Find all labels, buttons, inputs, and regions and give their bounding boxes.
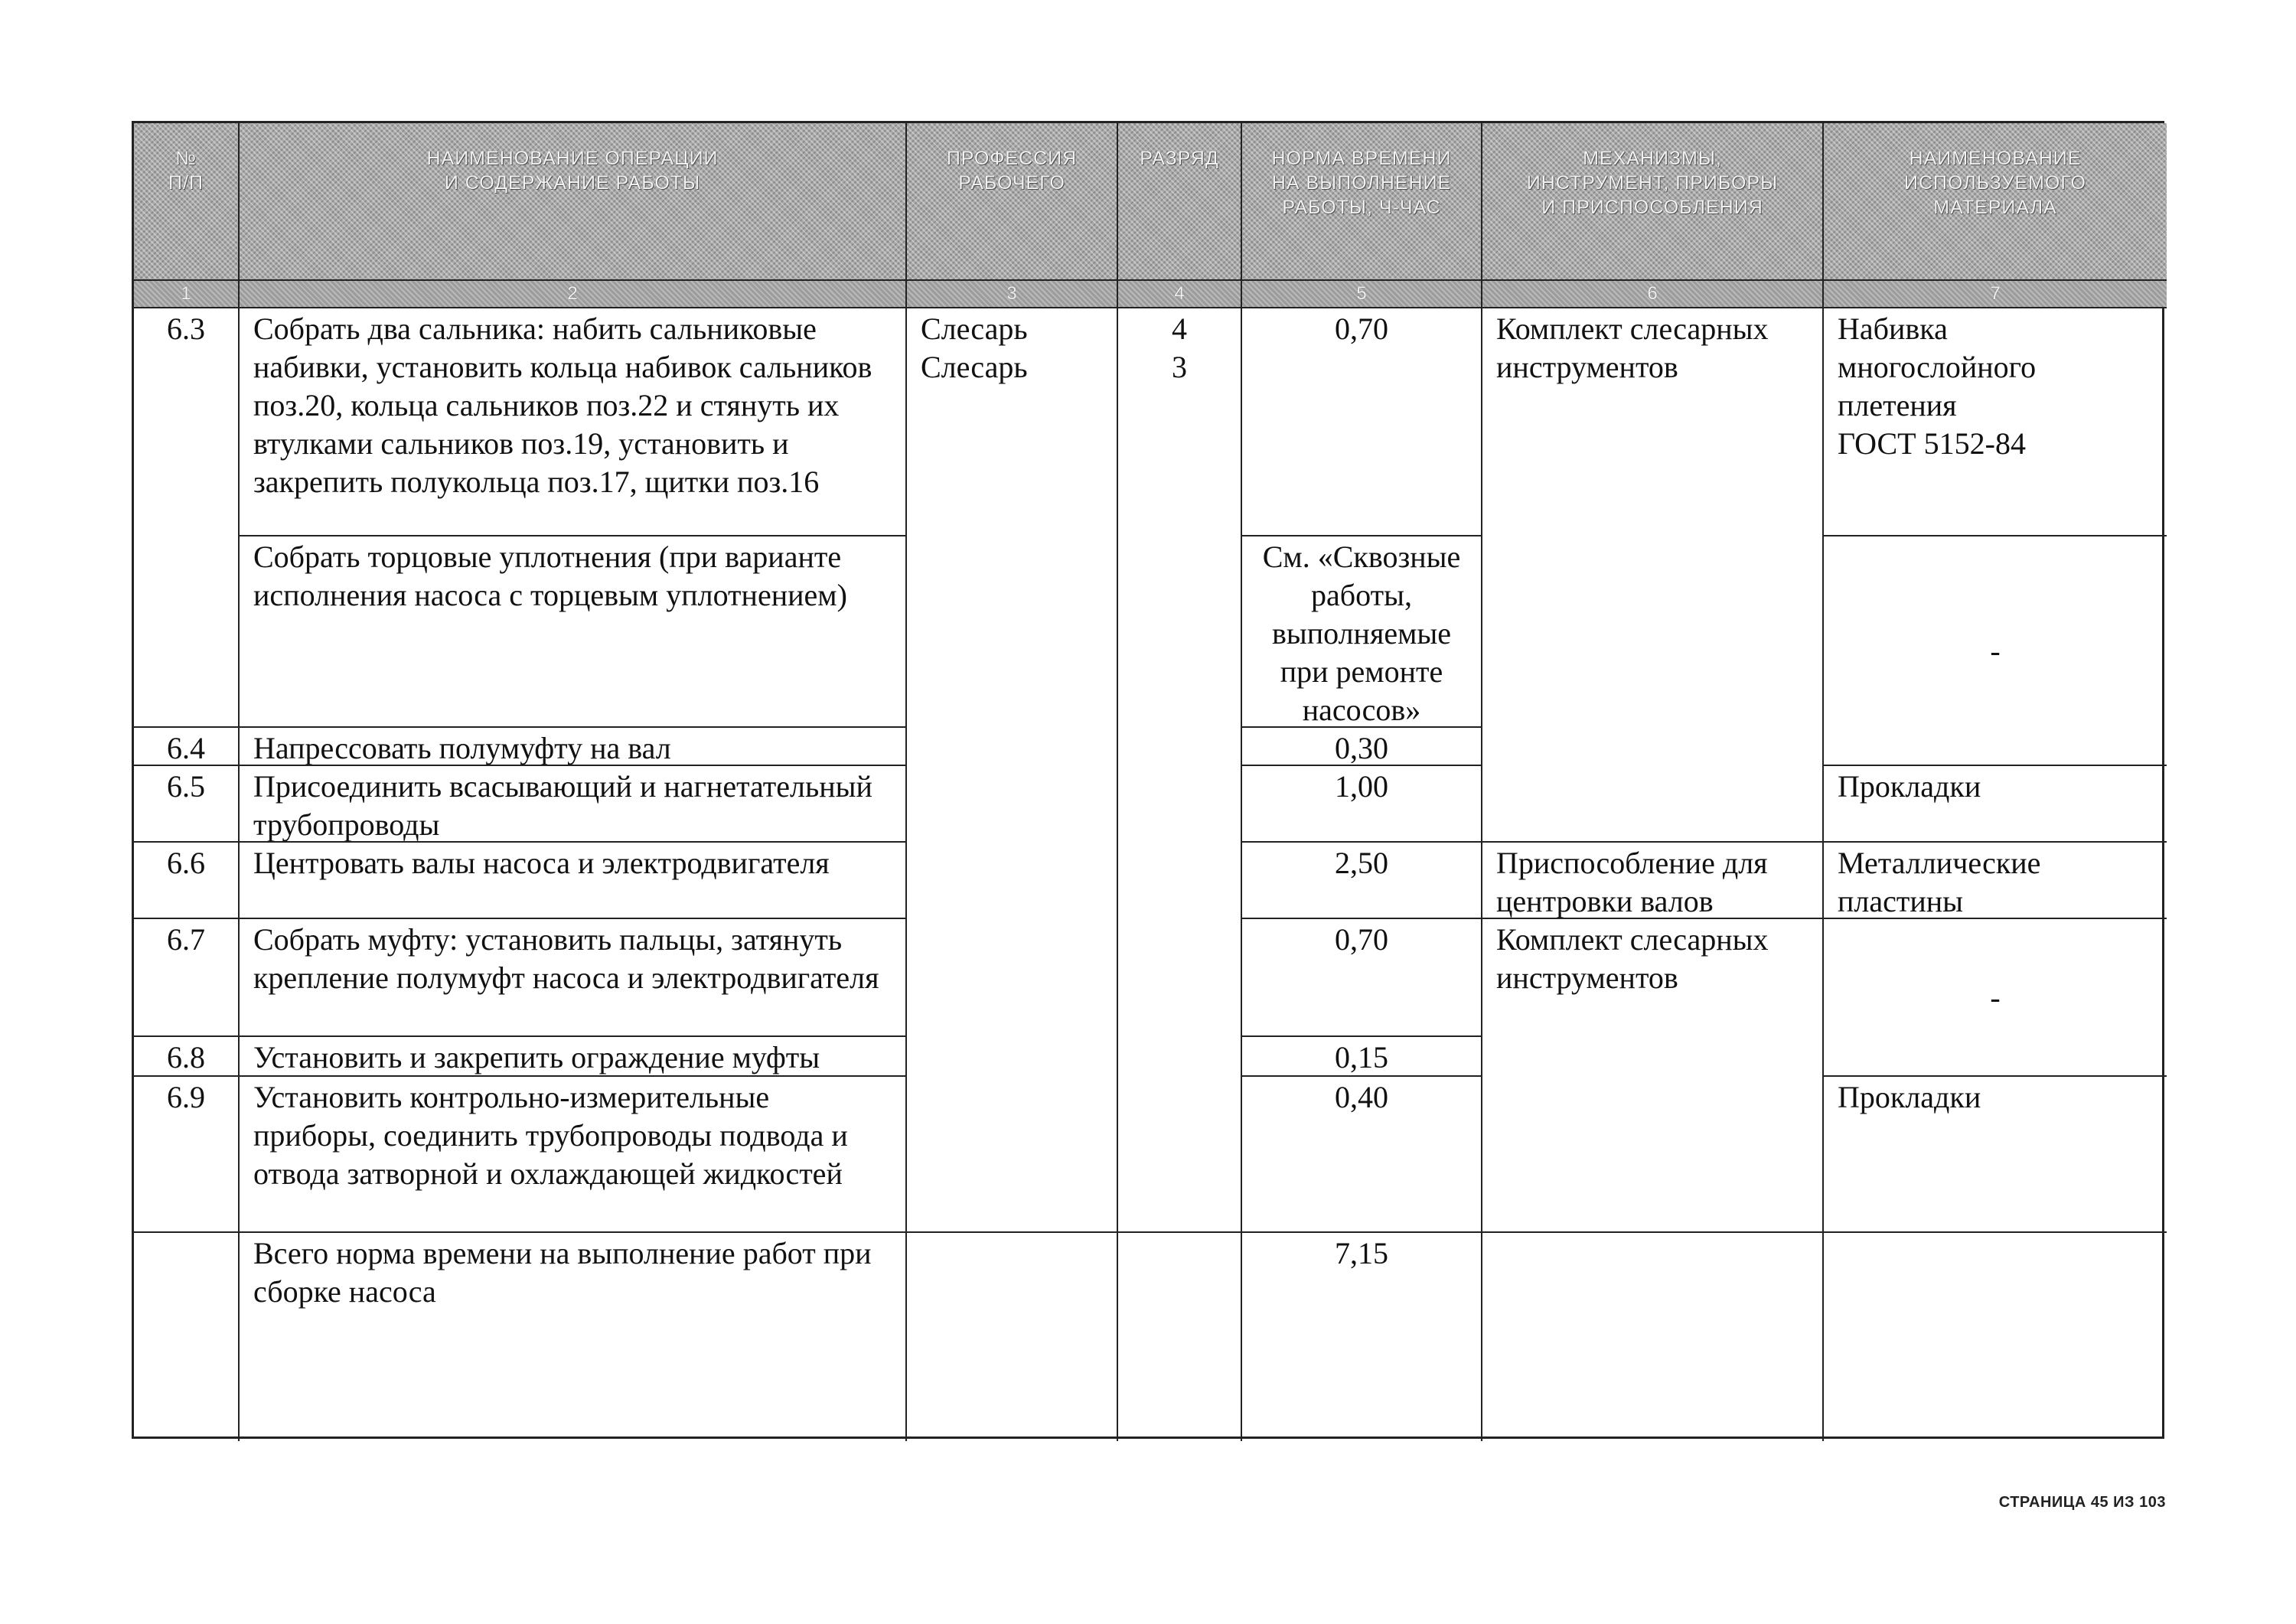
time-cell: 0,30 (1242, 728, 1482, 766)
time-cell: 0,15 (1242, 1037, 1482, 1077)
column-number: 7 (1824, 281, 2167, 308)
page-number: СТРАНИЦА 45 ИЗ 103 (1998, 1494, 2166, 1511)
total-time: 7,15 (1242, 1233, 1482, 1441)
tools-cell: Комплект слесарных инструментов (1482, 308, 1824, 843)
header-operation: НАИМЕНОВАНИЕ ОПЕРАЦИИ И СОДЕРЖАНИЕ РАБОТЫ (240, 123, 907, 281)
total-profession-cell (907, 1233, 1118, 1441)
header-number: № П/П (134, 123, 240, 281)
material-cell: - (1824, 919, 2167, 1077)
tools-cell: Приспособление для центровки валов (1482, 843, 1824, 919)
row-number: 6.6 (134, 843, 240, 919)
time-cell: 0,40 (1242, 1077, 1482, 1233)
time-cell: 0,70 (1242, 308, 1482, 536)
total-tools-cell (1482, 1233, 1824, 1441)
tools-cell: Комплект слесарных инструментов (1482, 919, 1824, 1233)
operation-cell: Центровать валы насоса и электродвигателя (240, 843, 907, 919)
operation-cell: Собрать два сальника: набить сальниковые набивки, установить кольца набивок сальников поз.20, кольца сальников поз.22 и стянуть их втулками сальников поз.19, установить и закрепить полукольца поз.17, щитки поз.16 (240, 308, 907, 536)
row-number: 6.4 (134, 728, 240, 766)
operation-cell: Собрать муфту: установить пальцы, затянуть крепление полумуфт насоса и электродвигателя (240, 919, 907, 1037)
row-number: 6.8 (134, 1037, 240, 1077)
grade-cell: 4 3 (1118, 308, 1242, 1233)
time-cell: 0,70 (1242, 919, 1482, 1037)
time-cell: 1,00 (1242, 766, 1482, 843)
total-grade-cell (1118, 1233, 1242, 1441)
column-number: 6 (1482, 281, 1824, 308)
header-tools: МЕХАНИЗМЫ, ИНСТРУМЕНТ, ПРИБОРЫ И ПРИСПОСОБЛЕНИЯ (1482, 123, 1824, 281)
time-cell: 2,50 (1242, 843, 1482, 919)
operations-table (132, 121, 2164, 1439)
column-number: 5 (1242, 281, 1482, 308)
total-material-cell (1824, 1233, 2167, 1441)
material-cell: - (1824, 536, 2167, 766)
material-cell: Металлические пластины (1824, 843, 2167, 919)
header-time-norm: НОРМА ВРЕМЕНИ НА ВЫПОЛНЕНИЕ РАБОТЫ, Ч-ЧАС (1242, 123, 1482, 281)
column-number: 3 (907, 281, 1118, 308)
header-grade: РАЗРЯД (1118, 123, 1242, 281)
header-profession: ПРОФЕССИЯ РАБОЧЕГО (907, 123, 1118, 281)
header-material: НАИМЕНОВАНИЕ ИСПОЛЬЗУЕМОГО МАТЕРИАЛА (1824, 123, 2167, 281)
material-cell: Прокладки (1824, 766, 2167, 843)
column-number: 4 (1118, 281, 1242, 308)
column-number: 2 (240, 281, 907, 308)
material-cell: Набивка многослойного плетения ГОСТ 5152-84 (1824, 308, 2167, 536)
total-label: Всего норма времени на выполнение работ при сборке насоса (240, 1233, 907, 1441)
operation-cell: Напрессовать полумуфту на вал (240, 728, 907, 766)
operation-cell: Присоединить всасывающий и нагнетательный трубопроводы (240, 766, 907, 843)
time-cell: См. «Сквозные работы, выполняемые при ремонте насосов» (1242, 536, 1482, 728)
row-number: 6.9 (134, 1077, 240, 1233)
profession-cell: Слесарь Слесарь (907, 308, 1118, 1233)
operation-cell: Установить и закрепить ограждение муфты (240, 1037, 907, 1077)
material-cell: Прокладки (1824, 1077, 2167, 1233)
operation-cell: Собрать торцовые уплотнения (при варианте исполнения насоса с торцевым уплотнением) (240, 536, 907, 728)
column-number: 1 (134, 281, 240, 308)
row-number: 6.5 (134, 766, 240, 843)
row-number: 6.7 (134, 919, 240, 1037)
operation-cell: Установить контрольно-измерительные приборы, соединить трубопроводы подвода и отвода затворной и охлаждающей жидкостей (240, 1077, 907, 1233)
row-number: 6.3 (134, 308, 240, 728)
total-number-cell (134, 1233, 240, 1441)
